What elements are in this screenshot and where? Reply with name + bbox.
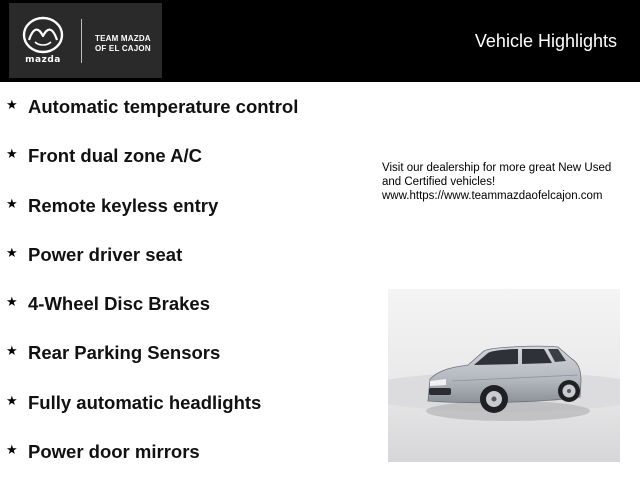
dealer-name-line2: OF EL CAJON [95, 44, 151, 53]
star-icon: ★ [6, 343, 18, 359]
logo-divider [81, 19, 82, 63]
list-item [6, 340, 298, 389]
list-item [6, 193, 298, 242]
star-icon: ★ [6, 97, 18, 112]
list-item [6, 439, 298, 488]
dealer-logo[interactable] [9, 3, 162, 78]
list-item [6, 390, 298, 439]
feature-label: Remote keyless entry [28, 194, 219, 216]
feature-label: Front dual zone A/C [28, 145, 203, 167]
dealer-promo-text [382, 161, 632, 204]
star-icon: ★ [6, 294, 18, 310]
mazda-wordmark: mazda [25, 55, 61, 65]
dealer-website-link[interactable]: www.https://www.teammazdaofelcajon.com [382, 190, 603, 203]
feature-label: Automatic temperature control [28, 96, 299, 117]
promo-line: and Certified vehicles! [382, 176, 496, 189]
feature-label: Rear Parking Sensors [28, 342, 221, 364]
list-item [6, 143, 298, 192]
promo-line: Visit our dealership for more great New Used [382, 162, 612, 174]
page-title: Vehicle Highlights [474, 31, 617, 51]
star-icon: ★ [6, 392, 18, 408]
feature-label: 4-Wheel Disc Brakes [28, 293, 211, 315]
dealer-name [95, 34, 151, 54]
star-icon: ★ [6, 244, 18, 260]
list-item [6, 291, 298, 340]
header-bar [0, 0, 640, 82]
feature-label: Power door mirrors [28, 441, 200, 463]
list-item [6, 242, 298, 291]
star-icon: ★ [6, 442, 18, 458]
star-icon: ★ [6, 146, 18, 162]
dealer-name-line1: TEAM MAZDA [95, 34, 151, 43]
list-item [6, 94, 298, 143]
mazda-emblem-icon [21, 14, 65, 58]
feature-label: Fully automatic headlights [28, 391, 262, 413]
feature-list [6, 94, 298, 488]
star-icon: ★ [6, 195, 18, 211]
feature-label: Power driver seat [28, 243, 183, 265]
vehicle-photo[interactable] [388, 289, 620, 462]
